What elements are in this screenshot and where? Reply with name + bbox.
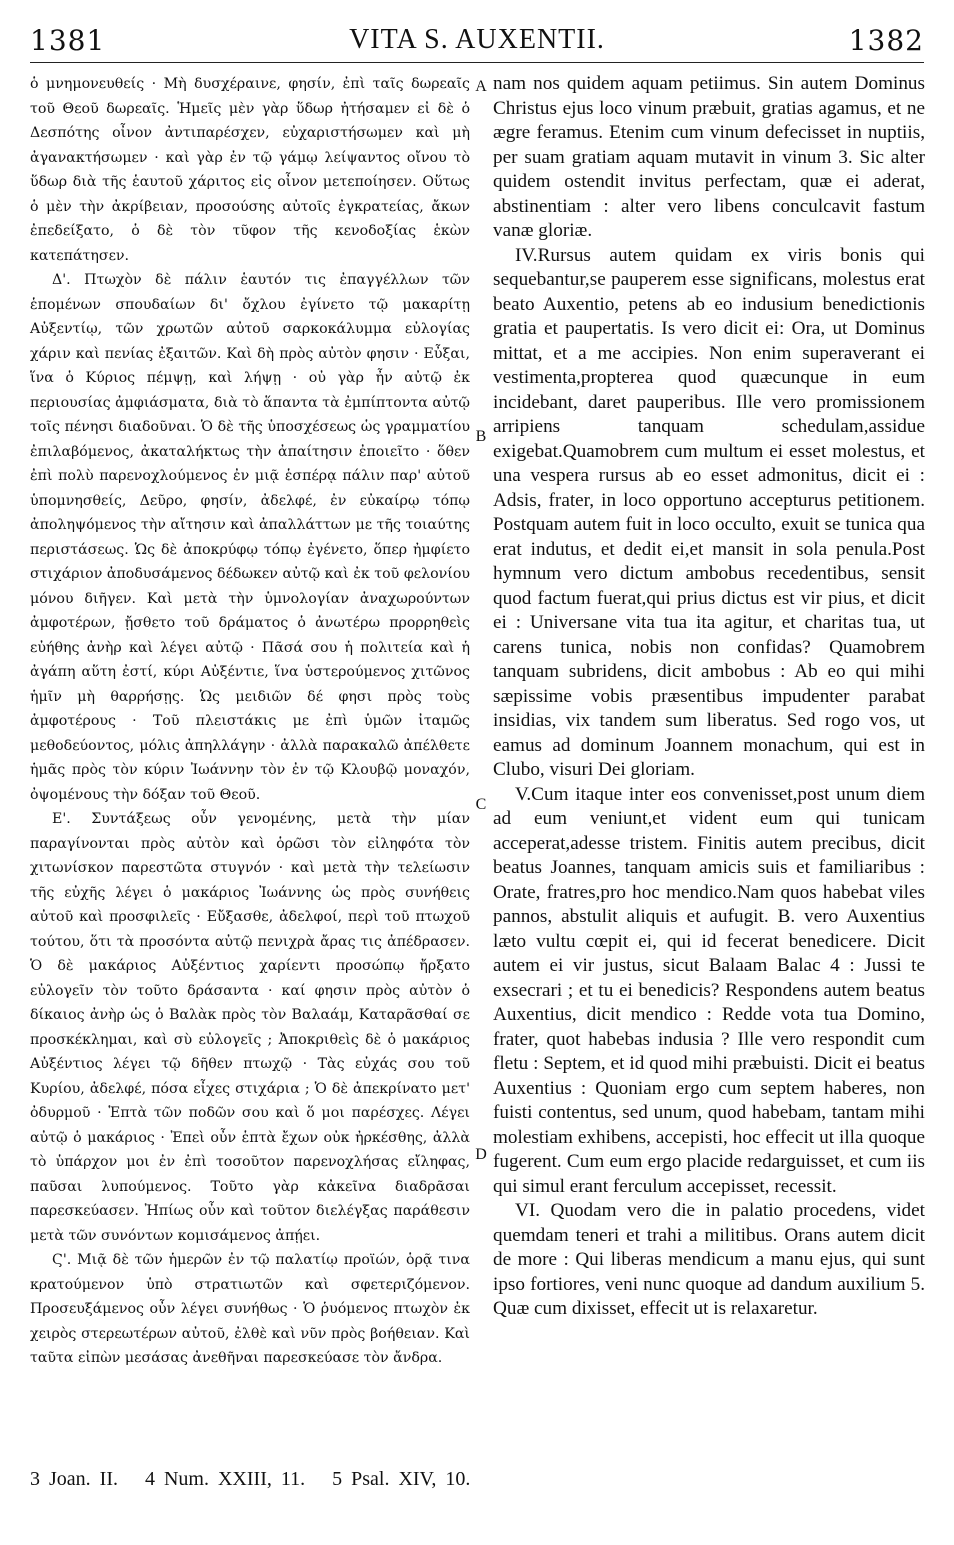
greek-paragraph-4: Ϛ'. Μιᾷ δὲ τῶν ἡμερῶν ἐν τῷ παλατίῳ προϊών, ὁρᾷ τινα κρατούμενον ὑπὸ στρατιωτῶν καὶ σφετεριζόμενον. Προσευξάμενος οὖν λέγει συνήθως · Ὁ ῥυόμενος πτωχὸν ἐκ χειρὸς στερεωτέρων αὐτοῦ, ἐλθὲ καὶ νῦν πρὸς βοήθειαν. Καὶ ταῦτα εἰπὼν μεσάσας ἀνεθῆναι παρεσκεύασε τὸν ἄνδρα. (30, 1252, 470, 1366)
footnote-5: 5 Psal. XIV, 10. (332, 1468, 471, 1490)
latin-paragraph-3: V.Cum itaque inter eos convenisset,post unum diem ad eum veniunt,et vident eum qui tunicam acceperat,adesse tristem. Finitis autem precibus, dicit beatus Joannes, tanquam amicis suis et familiaribus : Orate, fratres,pro hoc mendico.Nam quos habebat viles pannos, abstulit aliquis et aufugit. B. vero Auxentius læto vultu cœpit ei, qui id fecerat benedicere. Dicit autem ei vir justus, sicut Balaam Balac 4 : Jussi te exsecrari ; et tu ei benedicis? Respondens autem beatus Auxentius, dicit mendico : Redde vota tua Domino, frater, quot habebas indusia ? Ille vero respondit cum fletu : Septem, et id quod mihi præbuisti. Dicit ei beatus Auxentius : Quoniam ergo cum septem haberes, non fuisti contentus, sed unum, quod habebam, tantam mihi molestiam exhibens, accepisti, hoc effecit ut illa quoque fugerent. Cum eum ergo placide redarguisset, et cum iis qui simul erant ferculum accepisset, recessit. (493, 783, 925, 1197)
margin-marker-a: A (475, 78, 487, 95)
page-header (30, 24, 924, 64)
page-number-left: 1381 (30, 24, 106, 57)
margin-marker-d: D (475, 1146, 487, 1163)
latin-column (493, 72, 925, 1322)
footnote-3: 3 Joan. II. (30, 1468, 118, 1490)
margin-marker-c: C (475, 796, 487, 813)
latin-paragraph-2: IV.Rursus autem quidam ex viris bonis qui sequebantur,se pauperem esse significans, molestus erat beato Auxentio, petens ab eo indusium benedictionis gratia et paupertatis. Is vero dicit ei: Ora, ut Dominus mittat, et a me accipies. Non enim superaverant ei vestimenta,propterea quod quæcunque in eum incidebant, daret pauperibus. Ille vero promissionem arripiens tanquam schedulam,assidue exigebat.Quamobrem cum multum ei esset molestus, et una vespera rursus ab eo esset admonitus, dicit ei : Adsis, frater, in loco opportuno accepturus petitionem. Postquam autem fuit in loco occulto, exuit se tunica qua erat indutus, et dedit ei,et mansit in sola penula.Post hymnum vero dictum ambobus recedentibus, sensit quod factum fuerat,qui prius dictus est vir pius, et dicit ei : Universane vita tua ita agitur, et charitas tua, ut carens tunica, nobis non confidas? Quamobrem tanquam subridens, dicit ambobus : Ab eo qui mihi sæpissime vobis præsentibus impudenter parabat insidias, vix tandem sum liberatus. Sed rogo vos, ut eamus ad dominum Joannem monachum, qui est in Clubo, visuri Dei gloriam. (493, 244, 925, 780)
greek-column (30, 72, 470, 1371)
greek-paragraph-1: ὁ μνημονευθείς · Μὴ δυσχέραινε, φησίν, ἐπὶ ταῖς δωρεαῖς τοῦ Θεοῦ δωρεαῖς. Ἡμεῖς μὲν γὰρ ὕδωρ ἠτήσαμεν εἰ δὲ ὁ Δεσπότης οἶνον ἀντιπαρέσχεν, εὐχαριστήσωμεν καὶ μὴ ἀγανακτήσωμεν · καὶ γὰρ ἐν τῷ γάμῳ λείψαντος οἴνου τὸ ὕδωρ διὰ τῆς ἑαυτοῦ χάριτος εἰς οἶνον μετεποίησεν. Οὕτως ὁ μὲν τὴν ἀκρίβειαν, προσούσης αὐτοῖς ἐγκρατείας, ἄκων ἐπεδείξατο, ὁ δὲ τὸν τῦφον τῆς κενοδοξίας ἑκὼν κατεπάτησεν. (30, 76, 470, 264)
greek-paragraph-3: Ε'. Συντάξεως οὖν γενομένης, μετὰ τὴν μίαν παραγίνονται πρὸς αὐτὸν καὶ ὁρῶσι τὸν εἰληφότα τὸν χιτωνίσκον παρεστῶτα στυγνόν · καὶ μετὰ τὴν τελείωσιν τῆς εὐχῆς λέγει ὁ μακάριος Ἰωάννης ὡς πρὸς συνήθεις αὐτοῦ καὶ προσφιλεῖς · Εὔξασθε, ἀδελφοί, περὶ τοῦ πτωχοῦ τούτου, ὅτι τὰ προσόντα αὐτῷ πενιχρὰ ἄρας τις ἀπέδρασεν. Ὁ δὲ μακάριος Αὐξέντιος χαρίεντι προσώπῳ ἤρξατο εὐλογεῖν τὸν τοῦτο δράσαντα · καί φησιν πρὸς αὐτὸν ὁ δίκαιος ἀνὴρ ὡς ὁ Βαλὰκ πρὸς τὸν Βαλαάμ, Καταρᾶσθαί σε προσκέκλημαι, καὶ σὺ εὐλογεῖς ; Ἀποκριθεὶς δὲ ὁ μακάριος Αὐξέντιος λέγει τῷ δῆθεν πτωχῷ · Τὰς εὐχάς σου τοῦ Κυρίου, ἀδελφέ, πόσα εἶχες στιχάρια ; Ὁ δὲ ἀπεκρίνατο μετ' ὀδυρμοῦ · Ἑπτὰ τῶν ποδῶν σου καὶ ὅ μοι παρέσχες. Λέγει αὐτῷ ὁ μακάριος · Ἐπεὶ οὖν ἑπτὰ ἔχων οὐκ ἠρκέσθης, ἀλλὰ τὸ ὑπάρχον μοι ἐν ἐπὶ τοσοῦτον παρενοχλήσας εἴληφας, παῦσαι λυπούμενος. Τοῦτο γὰρ κἀκεῖνα διαδρᾶσαι παρεσκεύασεν. Ἠπίως οὖν καὶ τοῦτον διελέγξας παράθεσιν μετὰ τῶν συνόντων κομισάμενος ἀπῄει. (30, 811, 470, 1244)
latin-paragraph-1: nam nos quidem aquam petiimus. Sin autem Dominus Christus ejus loco vinum præbuit, gratias agamus, et ne ægre feramus. Etenim cum vinum defecisset in nuptiis, per suam gratiam aquam mutavit in vinum 3. Sic alter quidem ostendit invitus perfectam, quæ ei aderat, abstinentiam : alter vero libens conculcavit fastum vanæ gloriæ. (493, 73, 925, 241)
latin-paragraph-4: VI. Quodam vero die in palatio procedens, videt quemdam teneri et trahi a militibus. Orans autem dicit de more : Qui liberas mendicum a manu ejus, qui sunt ipso fortiores, veni nunc quoque ad dandum auxilium 5. Quæ cum dixisset, effecit ut is relaxaretur. (493, 1200, 925, 1319)
header-rule (30, 62, 924, 63)
greek-paragraph-2: Δ'. Πτωχὸν δὲ πάλιν ἑαυτόν τις ἐπαγγέλλων τῶν ἑπομένων σπουδαίων δι' ὄχλου ἐγίνετο τῷ μακαρίτῃ Αὐξεντίῳ, τῶν χρωτῶν αὐτοῦ σαρκοκάλυμμα εὐλογίας χάριν καὶ πενίας ἐξαιτῶν. Καὶ δὴ πρὸς αὐτὸν φησιν · Εὖξαι, ἵνα ὁ Κύριος πέμψῃ, καὶ λήψῃ · οὐ γὰρ ἦν αὐτῷ ἐκ περιουσίας ἀμφιάσματα, διὰ τὸ ἅπαντα τὰ ἐμπίπτοντα αὐτῷ τοῖς πένησι διαδοῦναι. Ὁ δὲ τῆς ὑποσχέσεως ὡς γραμματίου ἐπιλαβόμενος, ἀκαταλήκτως τὴν ἀπαίτησιν ἐποιεῖτο · ὅθεν ἐπὶ πολὺ παρενοχλούμενος ἐν μιᾷ ἑσπέρᾳ πάλιν παρ' αὐτοῦ ὑπομνησθείς, Δεῦρο, φησίν, ἀδελφέ, ἐν εὐκαίρῳ τόπῳ ἀποληψόμενος τὴν αἴτησιν καὶ ἀπαλλάττων με τῆς τοιαύτης περιστάσεως. Ὡς δὲ ἀποκρύφῳ τόπῳ ἐγένετο, ὅπερ ἠμφίετο στιχάριον ἀποδυσάμενος δέδωκεν αὐτῷ καὶ ἐκ τοῦ φελονίου μόνου διῆγεν. Καὶ μετὰ τὴν ὑμνολογίαν ἀναχωρούντων ἀμφοτέρων, ᾔσθετο τοῦ δράματος ὁ ἀνωτέρω προρρηθεὶς εὐήθης ἀνὴρ καὶ λέγει αὐτῷ · Πᾶσά σου ἡ πολιτεία καὶ ἡ ἀγάπη αὕτη ἐστί, κύρι Αὐξέντιε, ἵνα ὑστερούμενος χιτῶνος ἡμῖν μὴ θαρρήσῃς. Ὡς μειδιῶν δέ φησι πρὸς τοὺς ἀμφοτέρους · Τοῦ πλειστάκις με ἐπὶ ὑμῶν ἰταμῶς μεθοδεύοντος, μόλις ἀπηλλάγην · ἀλλὰ παρακαλῶ ἀπέλθετε ἡμᾶς πρὸς τὸν κύριν Ἰωάννην τὸν ἐν τῷ Κλουβῷ μοναχόν, ὀψομένους τὴν δόξαν τοῦ Θεοῦ. (30, 272, 470, 803)
footnotes (30, 1468, 488, 1491)
margin-marker-b: B (475, 428, 487, 445)
footnote-4: 4 Num. XXIII, 11. (144, 1468, 306, 1490)
running-title: VITA S. AUXENTII. (349, 24, 605, 55)
page-number-right: 1382 (848, 24, 924, 57)
